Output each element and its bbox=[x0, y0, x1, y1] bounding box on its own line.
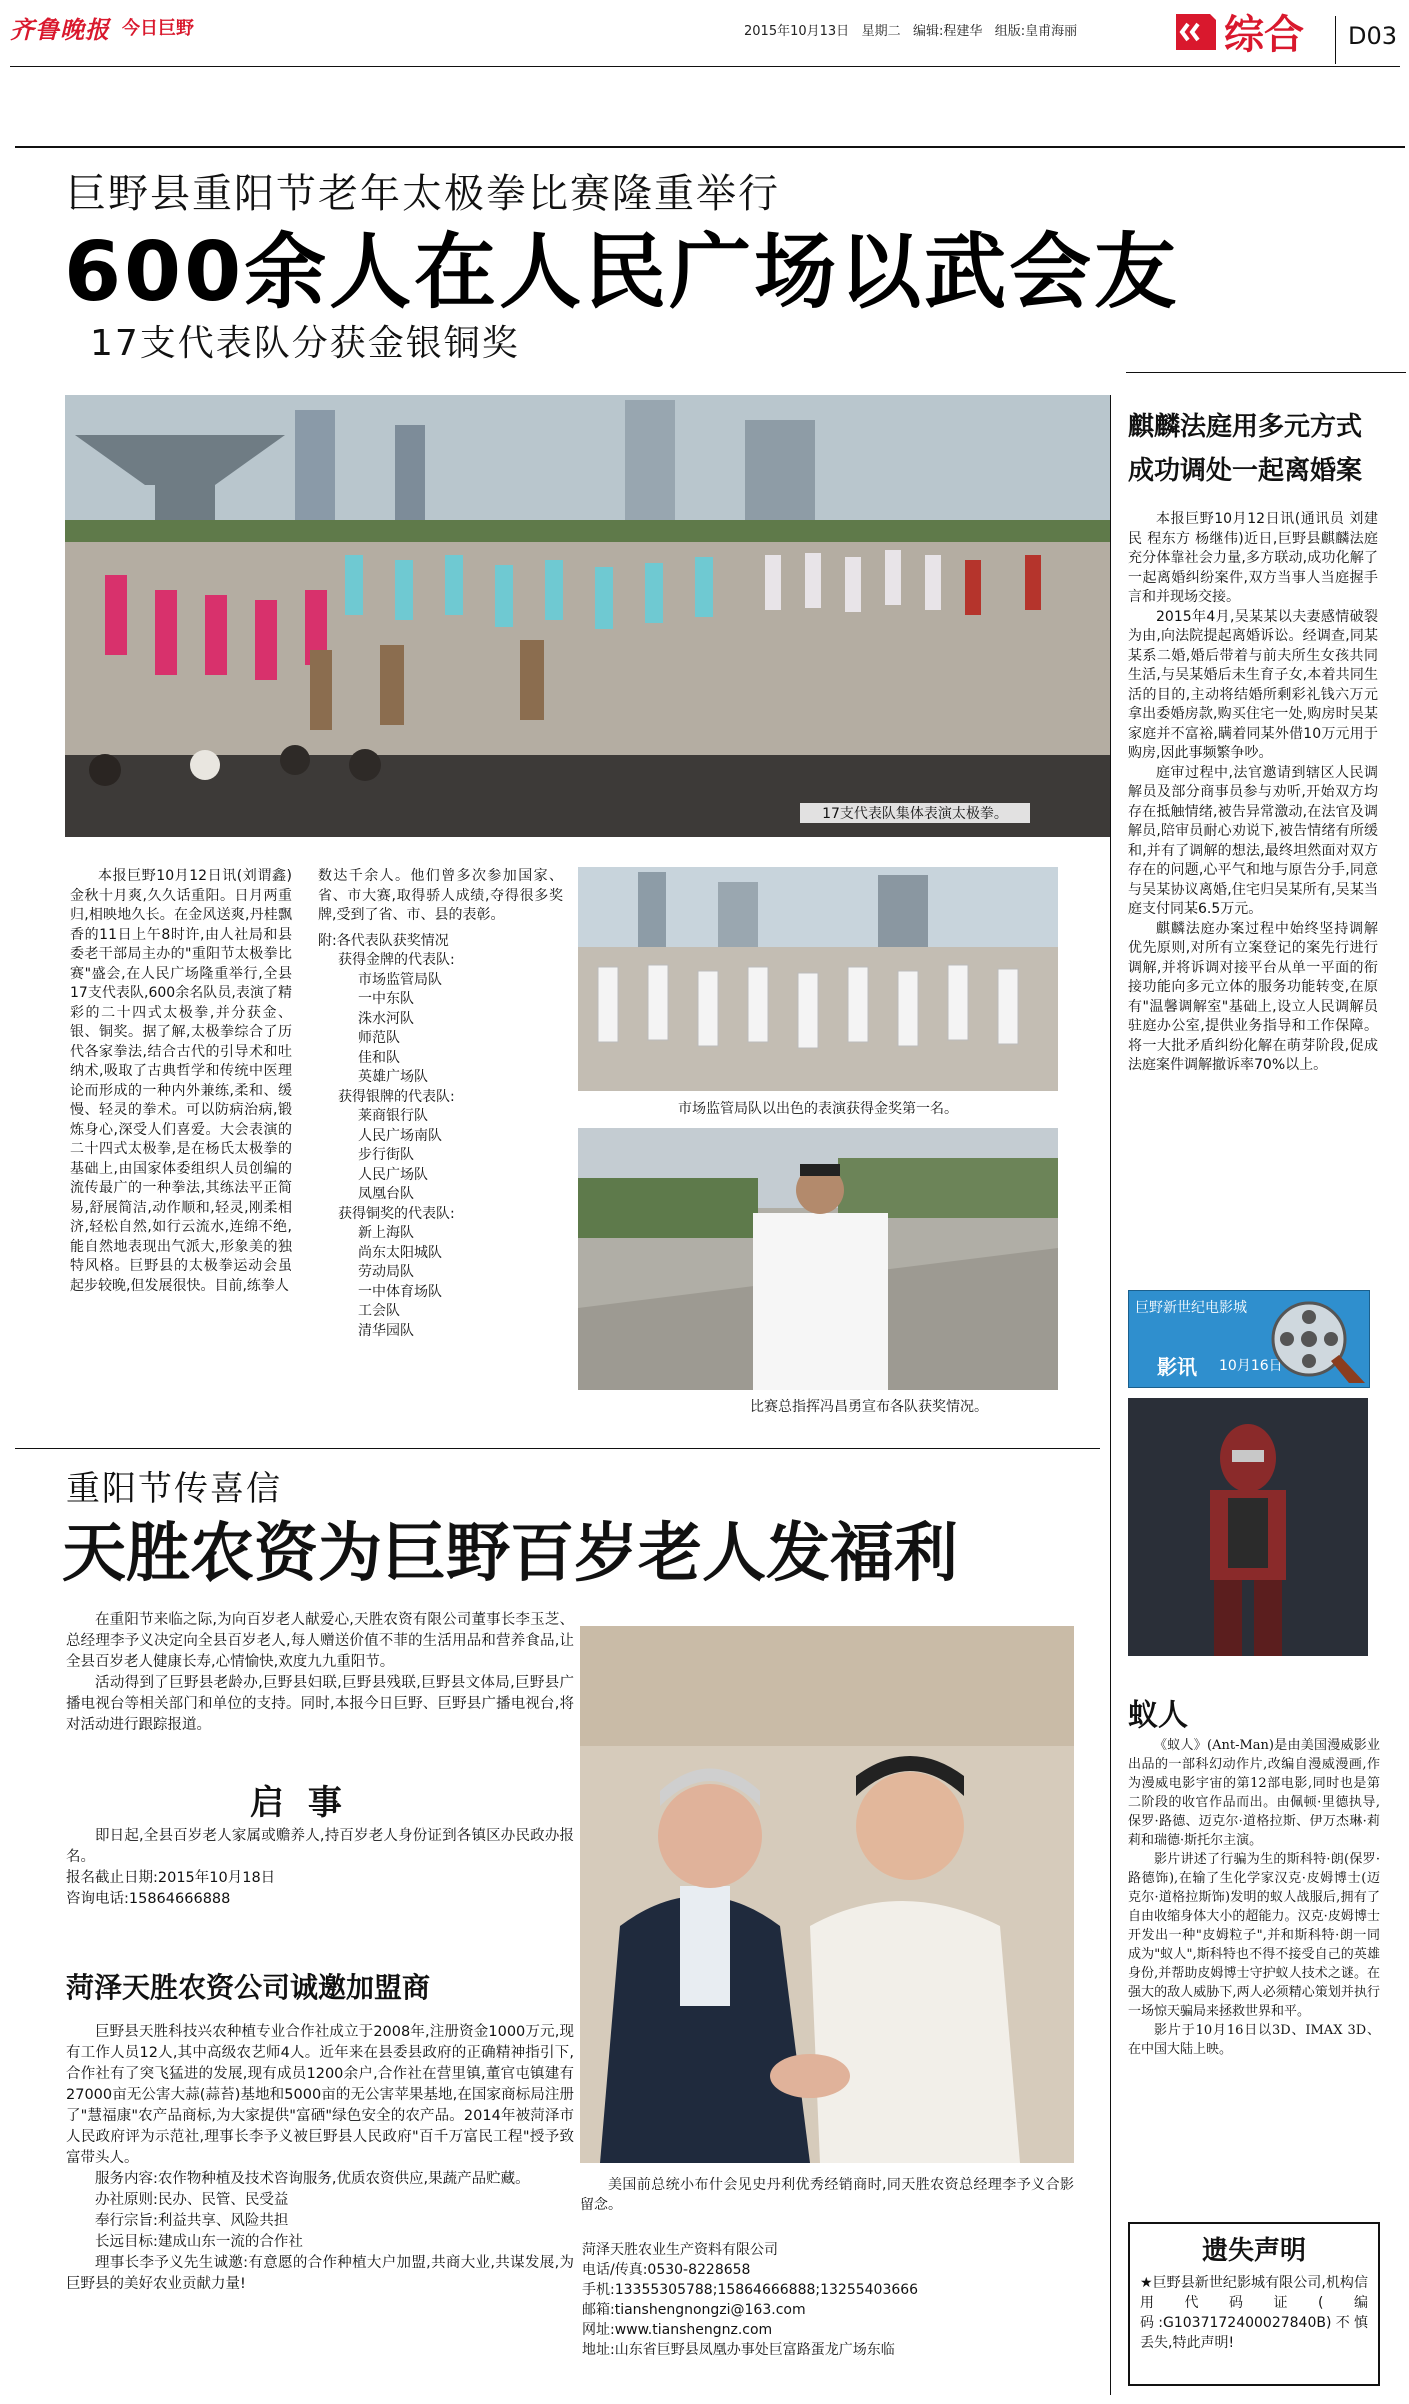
notice-phone: 咨询电话:15864666888 bbox=[66, 1891, 231, 1907]
sidebar-p3: 庭审过程中,法官邀请到辖区人民调解员及部分商事员参与劝听,开始双方均存在抵触情绪,被告异常激动,在法官及调解员,陪审员耐心劝说下,被告情绪有所缓和,并有了调解的想法,最终坦然面对双方存在的问题,心平气和地与原告分手,同意与吴某协议离婚,住宅归吴某所有,吴某当庭支付同某6.5万元。 bbox=[1128, 764, 1378, 917]
awards-title: 附:各代表队获奖情况 bbox=[318, 932, 449, 949]
sidebar-p1: 本报巨野10月12日讯(通讯员 刘建民 程东方 杨继伟)近日,巨野县麒麟法庭充分体靠社会力量,多方联动,成功化解了一起离婚纠纷案件,双方当事人当庭握手言和并现场交接。 bbox=[1128, 511, 1378, 605]
gold-team: 师范队 bbox=[358, 1030, 400, 1046]
page-number: D03 bbox=[1348, 22, 1398, 50]
farm-headline: 天胜农资为巨野百岁老人发福利 bbox=[62, 1517, 958, 1591]
recruit-closing: 理事长李予义先生诚邀:有意愿的合作种植大户加盟,共商大业,共谋发展,为巨野县的美好农业贡献力量! bbox=[66, 2255, 574, 2292]
main-body-col2 bbox=[318, 867, 563, 1341]
recruit-p1: 巨野县天胜科技兴农种植专业合作社成立于2008年,注册资金1000万元,现有工作人员12人,其中高级农艺师4人。近年来在县委县政府的正确精神指引下,合作社有了突飞猛进的发展,现有成员1200余户,合作社在营里镇,董官屯镇建有27000亩无公害大蒜(蒜苔)基地和5000亩的无公害苹果基地,在国家商标局注册了"慧福康"农产品商标,为大家提供"富硒"绿色安全的农产品。2014年被菏泽市人民政府评为示范社,理事长李予义被巨野县人民政府"百千万富民工程"授予致富带头人。 bbox=[66, 2024, 574, 2166]
farm-p2: 活动得到了巨野县老龄办,巨野县妇联,巨野县残联,巨野县文体局,巨野县广播电视台等相关部门和单位的支持。同时,本报今日巨野、巨野县广播电视台,将对活动进行跟踪报道。 bbox=[66, 1675, 574, 1733]
sidebar-body bbox=[1128, 510, 1378, 1076]
bronze-team: 新上海队 bbox=[358, 1225, 414, 1241]
recruit-title: 菏泽天胜农资公司诚邀加盟商 bbox=[66, 1971, 431, 2004]
issue-info bbox=[744, 20, 1077, 39]
company-name: 菏泽天胜农业生产资料有限公司 bbox=[582, 2242, 778, 2258]
main-headline: 600余人在人民广场以武会友 bbox=[64, 225, 1180, 320]
notice-p1: 即日起,全县百岁老人家属或赡养人,持百岁老人身份证到各镇区办民政办报名。 bbox=[66, 1828, 574, 1865]
silver-team: 人民广场队 bbox=[358, 1166, 428, 1183]
company-website: 网址:www.tianshengnz.com bbox=[582, 2322, 773, 2338]
silver-title: 获得银牌的代表队: bbox=[338, 1088, 455, 1105]
company-tel: 电话/传真:0530-8228658 bbox=[582, 2262, 751, 2278]
gold-team: 一中东队 bbox=[358, 991, 414, 1007]
gold-team: 洙水河队 bbox=[358, 1010, 414, 1027]
lost-notice-box bbox=[1128, 2222, 1380, 2386]
recruit-goal: 长远目标:建成山东一流的合作社 bbox=[95, 2234, 303, 2250]
sidebar-p2: 2015年4月,吴某某以夫妻感情破裂为由,向法院提起离婚诉讼。经调查,同某某系二婚,婚后带着与前夫所生女孩共同生活,与吴某婚后未生育子女,本着共同生活的目的,主动将结婚所剩彩礼钱六万元拿出委婚房款,购买住宅一处,购房时吴某家庭并不富裕,瞒着同某外借10万元用于购房,因此事频繁争吵。 bbox=[1128, 608, 1378, 761]
movie-p2: 影片讲述了行骗为生的斯科特·朗(保罗·路德饰),在输了生化学家汉克·皮姆博士(迈克尔·道格拉斯饰)发明的蚁人战服后,拥有了自由收缩身体大小的超能力。汉克·皮姆博士开发出一种"皮姆粒子",并和斯科特·朗一同成为"蚁人",斯科特也不得不接受自己的英雄身份,并帮助皮姆博士守护蚁人技术之谜。在强大的敌人威胁下,两人必须精心策划并执行一场惊天骗局来拯救世界和平。 bbox=[1128, 1852, 1380, 2019]
bush-handshake-photo bbox=[580, 1626, 1074, 2163]
sidebar-headline-1: 麒麟法庭用多元方式 bbox=[1128, 412, 1363, 442]
sidebar-p4: 麒麟法庭办案过程中始终坚持调解优先原则,对所有立案登记的案先行进行调解,并将诉调对接平台从单一平面的衔接功能向多元立体的服务功能转变,在原有"温馨调解室"基础上,设立人民调解员驻庭办公室,提供业务指导和工作保障。将一大批矛盾纠纷化解在萌芽阶段,促成法庭案件调解撤诉率70%以上。 bbox=[1128, 920, 1378, 1073]
film-reel-icon bbox=[1269, 1295, 1365, 1383]
company-mobile: 手机:13355305788;15864666888;13255403666 bbox=[582, 2282, 919, 2298]
photo3-caption: 比赛总指挥冯昌勇宣布各队获奖情况。 bbox=[750, 1399, 988, 1415]
company-email: 邮箱:tianshengnongzi@163.com bbox=[582, 2302, 806, 2318]
silver-team: 人民广场南队 bbox=[358, 1127, 442, 1144]
gold-title: 获得金牌的代表队: bbox=[338, 952, 455, 968]
issue-editor: 编辑:程建华 bbox=[913, 24, 983, 39]
masthead-divider bbox=[10, 66, 1400, 67]
recruit-tenet: 奉行宗旨:利益共享、风险共担 bbox=[95, 2213, 289, 2229]
bronze-team: 清华园队 bbox=[358, 1322, 414, 1339]
main-body-col2-text: 数达千余人。他们曾多次参加国家、省、市大赛,取得骄人成绩,夺得很多奖牌,受到了省、市、县的表彰。 bbox=[318, 868, 563, 923]
movie-body bbox=[1128, 1736, 1380, 2059]
cinema-name: 巨野新世纪电影城 bbox=[1135, 1300, 1247, 1316]
paper-logo: 齐鲁晚报 bbox=[10, 15, 110, 44]
farm-kicker: 重阳节传喜信 bbox=[66, 1469, 282, 1509]
sidebar-divider bbox=[1110, 395, 1111, 2395]
main-subhead: 17支代表队分获金银铜奖 bbox=[90, 323, 520, 364]
section-divider bbox=[1335, 16, 1336, 64]
gold-team-photo bbox=[578, 867, 1058, 1091]
bronze-team: 尚东太阳城队 bbox=[358, 1244, 442, 1261]
cinema-label: 影讯 bbox=[1157, 1355, 1197, 1379]
cinema-date: 10月16日 bbox=[1219, 1358, 1283, 1374]
lost-notice-body: ★巨野县新世纪影城有限公司,机构信用代码证(编码:G1037172400027840B)不慎丢失,特此声明! bbox=[1140, 2275, 1368, 2351]
photo1-caption: 17支代表队集体表演太极拳。 bbox=[800, 803, 1030, 823]
issue-weekday: 星期二 bbox=[861, 24, 901, 39]
cinema-banner bbox=[1128, 1290, 1370, 1388]
silver-team: 步行街队 bbox=[358, 1147, 414, 1163]
notice-title: 启 事 bbox=[250, 1783, 348, 1823]
movie-p3: 影片于10月16日以3D、IMAX 3D、在中国大陆上映。 bbox=[1128, 2023, 1380, 2057]
bush-photo-caption: 美国前总统小布什会见史丹利优秀经销商时,同天胜农资总经理李予义合影留念。 bbox=[580, 2177, 1074, 2213]
company-contact bbox=[582, 2240, 1082, 2360]
gold-team: 市场监管局队 bbox=[358, 971, 442, 988]
recruit-body bbox=[66, 2022, 574, 2295]
recruit-principle: 办社原则:民办、民管、民受益 bbox=[95, 2192, 289, 2208]
movie-title: 蚁人 bbox=[1128, 1698, 1188, 1733]
antman-poster bbox=[1128, 1398, 1368, 1656]
photo2-caption: 市场监管局队以出色的表演获得金奖第一名。 bbox=[678, 1101, 958, 1117]
main-kicker: 巨野县重阳节老年太极拳比赛隆重举行 bbox=[66, 171, 780, 217]
gold-team: 佳和队 bbox=[358, 1049, 400, 1066]
notice-deadline: 报名截止日期:2015年10月18日 bbox=[66, 1870, 276, 1886]
bronze-team: 一中体育场队 bbox=[358, 1283, 442, 1300]
recruit-service: 服务内容:农作物种植及技术咨询服务,优质农资供应,果蔬产品贮藏。 bbox=[95, 2171, 530, 2187]
section-icon bbox=[1170, 10, 1218, 54]
bronze-team: 工会队 bbox=[358, 1303, 400, 1319]
issue-date: 2015年10月13日 bbox=[744, 24, 850, 39]
notice-body bbox=[66, 1826, 574, 1910]
edition-label: 今日巨野 bbox=[122, 18, 194, 39]
headline-rule bbox=[1126, 372, 1406, 373]
farm-intro bbox=[66, 1610, 574, 1736]
issue-layout: 组版:皇甫海丽 bbox=[994, 24, 1078, 39]
main-body-col1 bbox=[70, 867, 292, 1296]
main-body-col1-text: 本报巨野10月12日讯(刘谓鑫)金秋十月爽,久久话重阳。日月两重归,相映地久长。在金风送爽,丹桂飘香的11日上午8时许,由人社局和县委老干部局主办的"重阳节太极拳比赛"盛会,在人民广场隆重举行,全县17支代表队,600余名队员,表演了精彩的二十四式太极拳,并分获金、银、铜奖。据了解,太极拳综合了历代各家拳法,结合古代的引导术和吐纳术,吸取了古典哲学和传统中医理论而形成的一种内外兼练,柔和、缓慢、轻灵的拳术。可以防病治病,锻炼身心,深受人们喜爱。大会表演的二十四式太极拳,是在杨氏太极拳的基础上,由国家体委组织人员创编的流传最广的一种拳法,其练法平正简易,舒展简洁,动作顺和,轻灵,刚柔相济,轻松自然,如行云流水,连绵不绝,能自然地表现出气派大,形象美的独特风格。巨野县的太极拳运动会虽起步较晚,但发展很快。目前,练拳人 bbox=[70, 868, 292, 1294]
commander-photo bbox=[578, 1128, 1058, 1390]
movie-p1: 《蚁人》(Ant-Man)是由美国漫威影业出品的一部科幻动作片,改编自漫威漫画,作为漫威电影宇宙的第12部电影,同时也是第二阶段的收官作品而出。由佩顿·里德执导,保罗·路德、迈克尔·道格拉斯、伊万杰琳·莉莉和瑞德·斯托尔主演。 bbox=[1128, 1738, 1380, 1848]
bronze-title: 获得铜奖的代表队: bbox=[338, 1205, 455, 1222]
taichi-group-photo bbox=[65, 395, 1110, 837]
farm-p1: 在重阳节来临之际,为向百岁老人献爱心,天胜农资有限公司董事长李玉芝、总经理李予义决定向全县百岁老人,每人赠送价值不菲的生活用品和营养食品,让全县百岁老人健康长寿,心情愉快,欢度九九重阳节。 bbox=[66, 1612, 574, 1670]
lost-notice-title: 遗失声明 bbox=[1201, 2236, 1306, 2266]
awards-list bbox=[318, 932, 563, 1342]
silver-team: 莱商银行队 bbox=[358, 1108, 428, 1124]
company-address: 地址:山东省巨野县凤凰办事处巨富路蛋龙广场东临 bbox=[582, 2342, 895, 2358]
farm-story-rule bbox=[15, 1448, 1100, 1449]
bronze-team: 劳动局队 bbox=[358, 1264, 414, 1280]
silver-team: 凤凰台队 bbox=[358, 1186, 414, 1202]
sidebar-headline-2: 成功调处一起离婚案 bbox=[1128, 456, 1363, 486]
top-story-rule bbox=[15, 146, 1405, 148]
section-title: 综合 bbox=[1224, 12, 1304, 58]
gold-team: 英雄广场队 bbox=[358, 1069, 428, 1085]
